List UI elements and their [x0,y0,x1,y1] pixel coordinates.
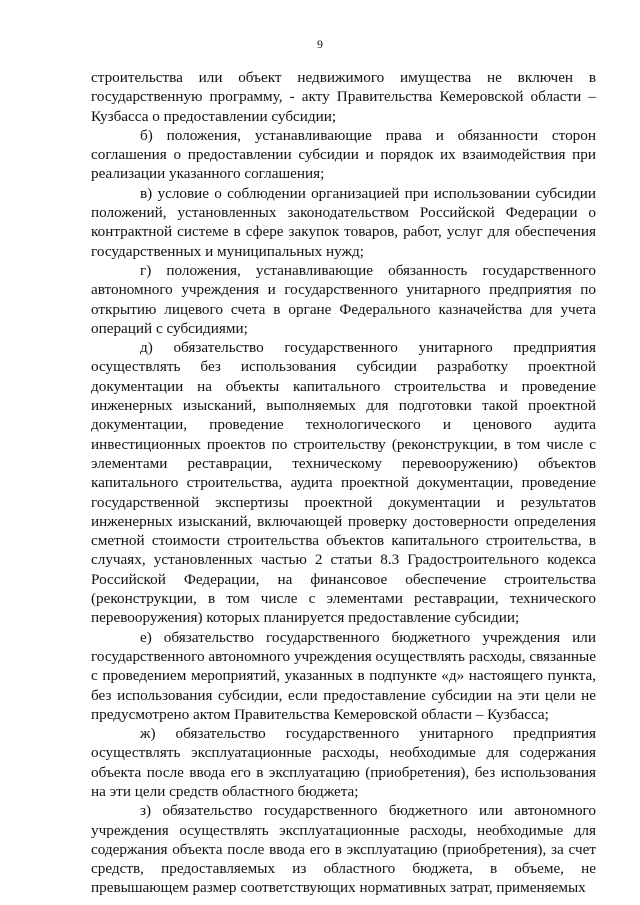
page-number: 9 [317,37,323,51]
paragraph-e: е) обязательство государственного бюджетного учреждения или государственного автономного учреждения осуществлять расходы, связанные с проведением мероприятий, указанных в подпункте «д» настоящего пункта, без использования субсидии, если предоставление субсидии на эти цели не предусмотрено актом Правительства Кемеровской области – Кузбасса; [91,628,596,723]
paragraph-d: д) обязательство государственного унитарного предприятия осуществлять без использования субсидии разработку проектной документации на объекты капитального строительства и проведение инженерных изысканий, выполняемых для подготовки такой проектной документации, проведение технологического и ценового аудита инвестиционных проектов по строительству (реконструкции, в том числе с элементами реставрации, техническому перевооружению) объектов капитального строительства, аудита проектной документации, проведение государственной экспертизы проектной документации и результатов инженерных изысканий, включающей проверку достоверности определения сметной стоимости строительства объектов капитального строительства, в случаях, установленных частью 2 статьи 8.3 Градостроительного кодекса Российской Федерации, на финансовое обеспечение строительства (реконструкции, в том числе с элементами реставрации, технического перевооружения) которых планируется предоставление субсидии; [91,339,596,627]
paragraph-continuation: строительства или объект недвижимого имущества не включен в государственную программу, - акту Правительства Кемеровской области – Кузбасса о предоставлении субсидии; [91,69,596,125]
paragraph-z: з) обязательство государственного бюджетного или автономного учреждения осуществлять эксплуатационные расходы, необходимые для содержания объекта после ввода его в эксплуатацию (приобретения), за счет средств, предоставляемых из областного бюджета, в объеме, не превышающем размер соответствующих нормативных затрат, применяемых [91,802,596,897]
paragraph-g: г) положения, устанавливающие обязанность государственного автономного учреждения и государственного унитарного предприятия по открытию лицевого счета в органе Федерального казначейства для учета операций с субсидиями; [91,261,596,337]
paragraph-b: б) положения, устанавливающие права и обязанности сторон соглашения о предоставлении субсидии и порядок их взаимодействия при реализации указанного соглашения; [91,126,596,183]
paragraph-v: в) условие о соблюдении организацией при использовании субсидии положений, установленных законодательством Российской Федерации о контрактной системе в сфере закупок товаров, работ, услуг для обеспечения государственных и муниципальных нужд; [91,184,596,260]
document-body [91,68,596,898]
paragraph-zh: ж) обязательство государственного унитарного предприятия осуществлять эксплуатационные расходы, необходимые для содержания объекта после ввода его в эксплуатацию (приобретения), без использования на эти цели средств областного бюджета; [91,725,596,800]
